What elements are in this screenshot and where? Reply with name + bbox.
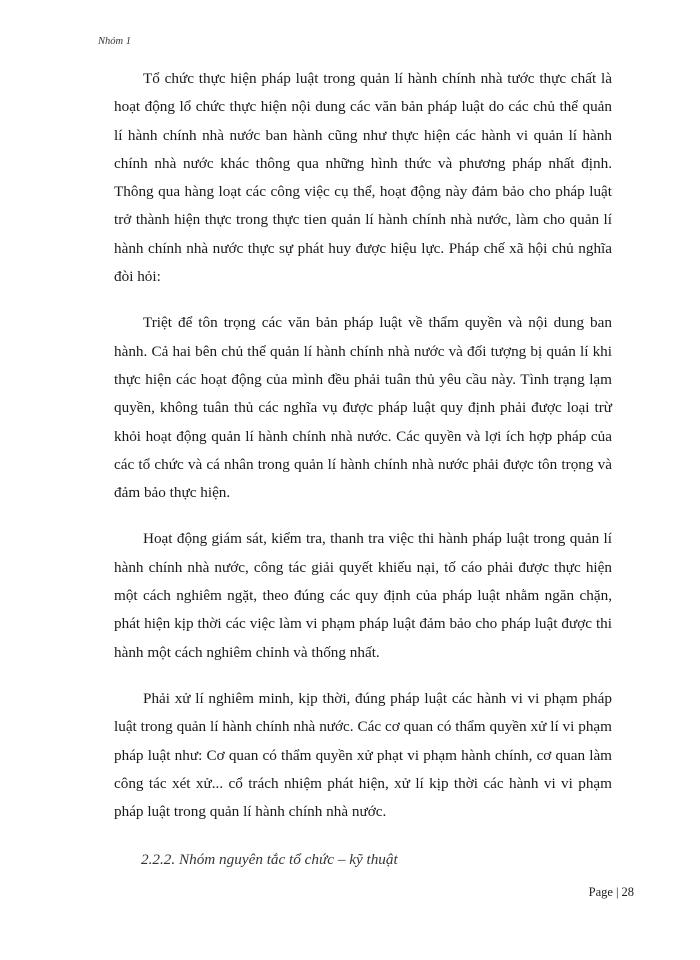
section-heading: 2.2.2. Nhóm nguyên tắc tổ chức – kỹ thuật <box>141 851 398 869</box>
paragraph-4: Phải xử lí nghiêm minh, kịp thời, đúng pháp luật các hành vi vi phạm pháp luật trong quản lí hành chính nhà nước. Các cơ quan có thẩm quyền xử lí vi phạm pháp luật như: Cơ quan có thẩm quyền xử phạt vi phạm hành chính, cơ quan làm công tác xét xử... cổ trách nhiệm phát hiện, xử lí kịp thời các hành vi vi phạm pháp luật trong quản lí hành chính nhà nước. <box>114 689 612 821</box>
page-header: Nhóm 1 <box>98 36 131 47</box>
page-content <box>114 65 612 874</box>
paragraph-2: Triệt để tôn trọng các văn bản pháp luật về thẩm quyền và nội dung ban hành. Cả hai bên chủ thể quản lí hành chính nhà nước và đối tượng bị quản lí khi thực hiện các hoạt động của mình đều phải tuân thủ yêu cầu này. Tình trạng lạm quyền, không tuân thủ các nghĩa vụ được pháp luật quy định phải được loại trừ khỏi hoạt động quản lí hành chính nhà nước. Các quyền và lợi ích hợp pháp của các tổ chức và cá nhân trong quản lí hành chính nhà nước phải được tôn trọng và đảm bảo thực hiện. <box>114 314 612 502</box>
page-number: 28 <box>621 885 634 899</box>
page-label: Page <box>588 885 613 899</box>
page-separator: | <box>615 885 619 899</box>
paragraph-1: Tổ chức thực hiện pháp luật trong quản lí hành chính nhà tước thực chất là hoạt động lổ chức thực hiện nội dung các văn bản pháp luật do các chủ thể quản lí hành chính nhà nước ban hành cũng như thực hiện các hành vi quản lí hành chính nhà nước khác thông qua những hình thức và phương pháp nhất định. Thông qua hàng loạt các công việc cụ thể, hoạt động này đảm bảo cho pháp luật trở thành hiện thực trong thực tien quản lí hành chính nhà nước, làm cho quản lí hành chính nhà nước thực sự phát huy được hiệu lực. Pháp chế xã hội chủ nghĩa đòi hỏi: <box>114 70 612 286</box>
page-footer <box>589 885 634 900</box>
paragraph-3: Hoạt động giám sát, kiểm tra, thanh tra việc thi hành pháp luật trong quản lí hành chính nhà nước, công tác giải quyết khiếu nại, tố cáo phải được thực hiện một cách nghiêm ngặt, theo đúng các quy định của pháp luật nhằm ngăn chặn, phát hiện kịp thời các việc làm vi phạm pháp luật đảm bảo cho pháp luật được thi hành một cách nghiêm chỉnh và thống nhất. <box>114 530 612 661</box>
